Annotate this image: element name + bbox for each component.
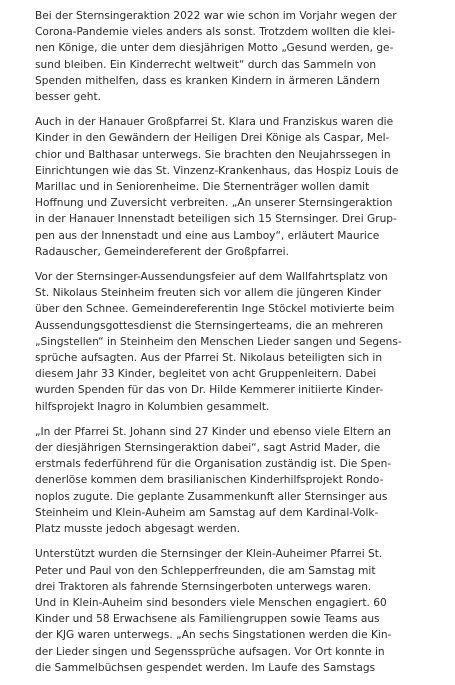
paragraph-3 xyxy=(35,269,440,415)
text-line: Einrichtungen wie das St. Vinzenz-Krankenhaus, das Hospiz Louis de xyxy=(35,164,399,177)
text-line: Steinheim und Klein-Auheim am Samstag auf dem Kardinal-Volk- xyxy=(35,506,379,519)
text-line: besser geht. xyxy=(35,91,101,104)
text-line: „In der Pfarrei St. Johann sind 27 Kinder und ebenso viele Eltern an xyxy=(35,425,391,438)
text-line: in der Hanauer Innenstadt beteiligen sich 15 Sternsinger. Drei Grup- xyxy=(35,213,397,226)
text-line: Peter und Paul von den Schlepperfreunden, die am Samstag mit xyxy=(35,564,376,577)
text-line: erstmals federführend für die Organisation zuständig ist. Die Spen- xyxy=(35,458,392,471)
text-line: wurden Spenden für das von Dr. Hilde Kemmerer initiierte Kinder- xyxy=(35,384,384,397)
text-line: diesem Jahr 33 Kinder, begleitet von acht Gruppenleitern. Dabei xyxy=(35,368,377,381)
text-line: der diesjährigen Sternsingeraktion dabei“, sagt Astrid Mader, die xyxy=(35,442,381,455)
paragraph-5 xyxy=(35,546,440,676)
text-line: Marillac und in Seniorenheime. Die Sternenträger wollen damit xyxy=(35,181,370,194)
text-line: der Lieder singen und Segenssprüche aufsagen. Vor Ort konnte in xyxy=(35,645,385,658)
text-line: Radauscher, Gemeindereferent der Großpfarrei. xyxy=(35,245,289,258)
text-line: Auch in der Hanauer Großpfarrei St. Klara und Franziskus waren die xyxy=(35,116,394,129)
text-line: nen Könige, die unter dem diesjährigen Motto „Gesund werden, ge- xyxy=(35,42,394,55)
text-line: sund bleiben. Ein Kinderrecht weltweit“ durch das Sammeln von xyxy=(35,58,377,71)
text-line: Vor der Sternsinger-Aussendungsfeier auf dem Wallfahrtsplatz von xyxy=(35,271,388,284)
text-line: noplos zugute. Die geplante Zusammenkunft aller Sternsinger aus xyxy=(35,490,388,503)
text-line: der KJG waren unterwegs. „An sechs Singstationen werden die Kin- xyxy=(35,629,392,642)
text-line: drei Traktoren als fahrende Sternsingerboten unterwegs waren. xyxy=(35,580,372,593)
text-line: Kinder in den Gewändern der Heiligen Drei Könige als Caspar, Mel- xyxy=(35,132,390,145)
text-line: denerlöse kommen dem brasilianischen Kinderhilfsprojekt Rondo- xyxy=(35,474,384,487)
text-line: St. Nikolaus Steinheim freuten sich vor allem die jüngeren Kinder xyxy=(35,287,382,300)
text-line: die Sammelbüchsen gespendet werden. Im Laufe des Samstags xyxy=(35,661,376,674)
text-line: Platz musste jedoch abgesagt werden. xyxy=(35,523,240,536)
text-line: Aussendungsgottesdienst die Sternsingerteams, die an mehreren xyxy=(35,319,384,332)
article-body xyxy=(35,8,440,685)
text-line: pen aus der Innenstadt und eine aus Lamboy“, erläutert Maurice xyxy=(35,229,380,242)
paragraph-2 xyxy=(35,114,440,260)
paragraph-4 xyxy=(35,424,440,537)
text-line: hilfsprojekt Inagro in Kolumbien gesammelt. xyxy=(35,400,270,413)
text-line: sprüche aufsagten. Aus der Pfarrei St. Nikolaus beteiligten sich in xyxy=(35,352,383,365)
text-line: Und in Klein-Auheim sind besonders viele Menschen engagiert. 60 xyxy=(35,596,387,609)
text-line: chior und Balthasar unterwegs. Sie brachten den Neujahrssegen in xyxy=(35,148,391,161)
text-line: „Singstellen“ in Steinheim den Menschen Lieder sangen und Segens- xyxy=(35,335,402,348)
text-line: Hoffnung und Zuversicht verbreiten. „An unserer Sternsingeraktion xyxy=(35,197,393,210)
paragraph-1 xyxy=(35,8,440,105)
text-line: Bei der Sternsingeraktion 2022 war wie schon im Vorjahr wegen der xyxy=(35,10,397,22)
text-line: Corona-Pandemie vieles anders als sonst. Trotzdem wollten die klei- xyxy=(35,26,396,39)
text-line: Unterstützt wurden die Sternsinger der Klein-Auheimer Pfarrei St. xyxy=(35,548,383,561)
text-line: Spenden mithelfen, dass es kranken Kindern in ärmeren Ländern xyxy=(35,74,380,87)
text-line: Kinder und 58 Erwachsene als Familiengruppen sowie Teams aus xyxy=(35,613,380,626)
text-line: über den Schnee. Gemeindereferentin Inge Stöckel motivierte beim xyxy=(35,303,395,316)
